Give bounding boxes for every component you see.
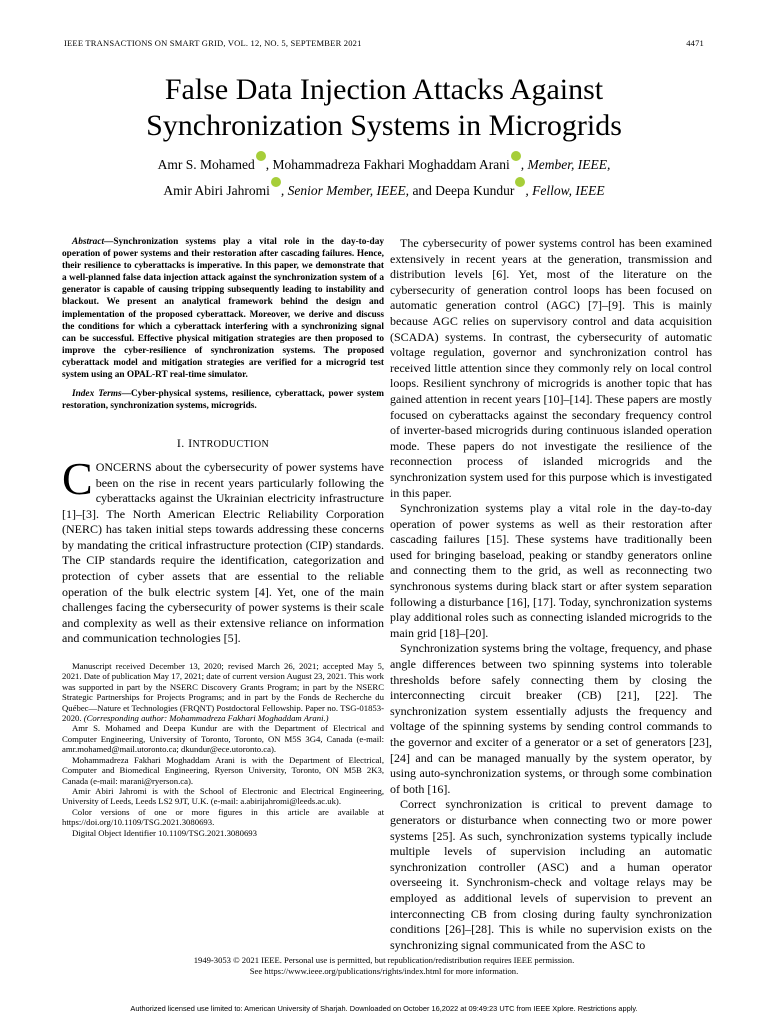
author-2: , Mohammadreza Fakhari Moghaddam Arani — [265, 157, 510, 172]
license-notice: Authorized licensed use limited to: American University of Sharjah. Downloaded on October 16,2022 at 09:49:23 UTC from IEEE Xplore. Restrictions apply. — [130, 1004, 638, 1013]
copyright-line-2: See https://www.ieee.org/publications/rights/index.html for more information. — [249, 966, 519, 976]
footnote-manuscript-text: Manuscript received December 13, 2020; revised March 26, 2021; accepted May 5, 2021. Date of publication May 17, 2021; date of current version August 23, 2021. This work was supported in part by the NSERC Discovery Grants Program; in part by the NSERC Strategic Partnerships for Projects Programs; and in part by the Fonds de Recherche du Québec—Nature et Technologies (FRQNT) Postdoctoral Fellowship. Paper no. TSG-01853-2020. — [62, 661, 384, 724]
body-paragraph-2: Synchronization systems play a vital role in the day-to-day operation of power systems as well as their restoration after cascading failures [15]. These systems have traditionally been used for bringing baseload, peaking or standby generators online and connecting them to the grid, as well as reconnecting two synchronous systems during black start or after system separation following a disturbance [16], [17]. Today, synchronization systems play additional roles such as connecting islanded microgrids to the main grid [18]–[20]. — [390, 501, 712, 640]
footnote-manuscript — [62, 661, 384, 723]
running-header — [64, 38, 704, 48]
title-line-1: False Data Injection Attacks Against — [164, 73, 604, 106]
orcid-icon[interactable] — [511, 151, 521, 161]
abstract-text: —Synchronization systems play a vital role in the day-to-day operation of power systems and their restoration after cascading failures. Hence, their resilience to cyberattacks is imperative. In this paper, we demonstrate that a well-planned false data injection attack against the synchronization system of a generator is capable of causing tripping subsequently leading to instability and blackout. We present an analytical framework behind the design and implementation of the proposed cyberattack. Moreover, we derive and discuss the conditions for which a cyberattack interfering with a synchronizing signal can be successful. Effective physical mitigation strategies are then proposed to improve the cyber-resilience of synchronization systems. The proposed cyberattack model and mitigation strategies are verified for a microgrid test system using an OPAL-RT real-time simulator. — [62, 237, 384, 381]
intro-text: ONCERNS about the cybersecurity of power systems have been on the rise in recent years particularly following the cyberattacks against the Ukrainian electricity infrastructure [1]–[3]. The North American Electric Reliability Corporation (NERC) has taken initial steps towards addressing these concerns by mandating the critical infrastructure protection (CIP) standards. The CIP standards require the identification, categorization and protection of cyber assets that are essential to the reliable operation of the bulk electric system [4]. Yet, one of the main challenges facing the cybersecurity of power systems is their scale and complexity as well as their extensive reliance on information and communication technologies [5]. — [62, 459, 384, 646]
author-4: and Deepa Kundur — [409, 183, 515, 198]
footnotes — [62, 661, 384, 838]
section-heading — [62, 436, 384, 453]
footnote-affiliation-1: Amr S. Mohamed and Deepa Kundur are with the Department of Electrical and Computer Engineering, University of Toronto, Toronto, ON M5S 3G4, Canada (e-mail: amr.mohamed@mail.utoronto.ca; dkundur@ece.utoronto.ca). — [62, 723, 384, 755]
author-3: Amir Abiri Jahromi — [163, 183, 270, 198]
index-terms — [62, 388, 384, 412]
footnote-doi: Digital Object Identifier 10.1109/TSG.2021.3080693 — [72, 827, 257, 838]
paper-title — [0, 72, 768, 144]
intro-paragraph — [62, 452, 384, 647]
author-line-2 — [0, 177, 768, 203]
index-terms-label: Index Terms — [72, 389, 122, 400]
orcid-icon[interactable] — [256, 151, 266, 161]
orcid-icon[interactable] — [515, 177, 525, 187]
index-terms-text: —Cyber-physical systems, resilience, cyberattack, power system restoration, synchronization systems, microgrids. — [62, 389, 384, 412]
body-paragraph-3: Synchronization systems bring the voltage, frequency, and phase angle differences between two spinning systems into tolerable thresholds before safely connecting them by closing the interconnecting circuit breaker (CB) [21], [22]. The synchronization system essentially adjusts the frequency and voltage of the spinning systems by sending control commands to the governor and exciter of a generator or a set of generators [23], [24] and can be managed manually by the system operator, by using auto-synchronization systems, or through some combination of both [16]. — [390, 641, 712, 796]
author-list — [0, 151, 768, 203]
section-numeral: I. I — [176, 436, 193, 451]
right-column — [390, 236, 712, 953]
page-number: 4471 — [686, 38, 704, 48]
author-1: Amr S. Mohamed — [157, 157, 255, 172]
copyright-line-1: 1949-3053 © 2021 IEEE. Personal use is permitted, but republication/redistribution requires IEEE permission. — [193, 955, 575, 965]
footnote-color-versions: Color versions of one or more figures in this article are available at https://doi.org/10.1109/TSG.2021.3080693. — [62, 806, 384, 828]
body-paragraph-1: The cybersecurity of power systems control has been examined extensively in recent years at the generation, transmission and distribution levels [6]. Yet, most of the literature on the cybersecurity of generation control loops has been focused on automatic generation control (AGC) [7]–[9]. This is mainly because AGC relies on supervisory control and data acquisition (SCADA) systems. In contrast, the cybersecurity of automatic voltage regulation, governor and synchronization control has received little attention since they commonly rely on local control loops. Resilient synchrony of microgrids is another topic that has gained attention in recent years [10]–[14]. These papers are mostly focused on cyberattacks against the secondary frequency control of inverter-based microgrids during continuous islanded operation mode. These papers do not investigate the resilience of the reconnection process of islanded microgrids and the synchronization system used for this purpose which is investigated in this paper. — [390, 236, 712, 500]
abstract — [62, 236, 384, 381]
footnote-affiliation-2: Mohammadreza Fakhari Moghaddam Arani is with the Department of Electrical, Computer and Biomedical Engineering, Ryerson University, Toronto, ON M5B 2K3, Canada (e-mail: marani@ryerson.ca). — [62, 754, 384, 786]
drop-cap: C — [62, 452, 93, 504]
journal-info: IEEE TRANSACTIONS ON SMART GRID, VOL. 12, NO. 5, SEPTEMBER 2021 — [64, 38, 362, 48]
footnote-affiliation-3: Amir Abiri Jahromi is with the School of Electronic and Electrical Engineering, University of Leeds, Leeds LS2 9JT, U.K. (e-mail: a.abirijahromi@leeds.ac.uk). — [62, 785, 384, 807]
corresponding-author: (Corresponding author: Mohammadreza Fakhari Moghaddam Arani.) — [83, 713, 329, 724]
author-4-role: , Fellow, IEEE — [525, 183, 605, 198]
title-line-2: Synchronization Systems in Microgrids — [146, 109, 622, 142]
author-line-1 — [0, 151, 768, 177]
left-column — [62, 236, 384, 838]
copyright-notice — [0, 955, 768, 977]
author-3-role: , Senior Member, IEEE, — [280, 183, 410, 198]
body-paragraph-4: Correct synchronization is critical to prevent damage to generators or disturbance when connecting two or more power systems [25]. As such, synchronization systems typically include multiple levels of supervision including an automatic synchronization controller (ASC) and a human operator overseeing it. Synchronism-check and voltage relays may be employed as additional levels of supervision to prevent an interconnecting CB from closing during faulty synchronization conditions [26]–[28]. This is while no supervision exists on the synchronizing signal communicated from the ASC to — [390, 797, 712, 952]
author-2-role: , Member, IEEE, — [520, 157, 611, 172]
section-title-smallcaps: NTRODUCTION — [192, 439, 270, 451]
orcid-icon[interactable] — [271, 177, 281, 187]
abstract-label: Abstract — [72, 237, 105, 247]
